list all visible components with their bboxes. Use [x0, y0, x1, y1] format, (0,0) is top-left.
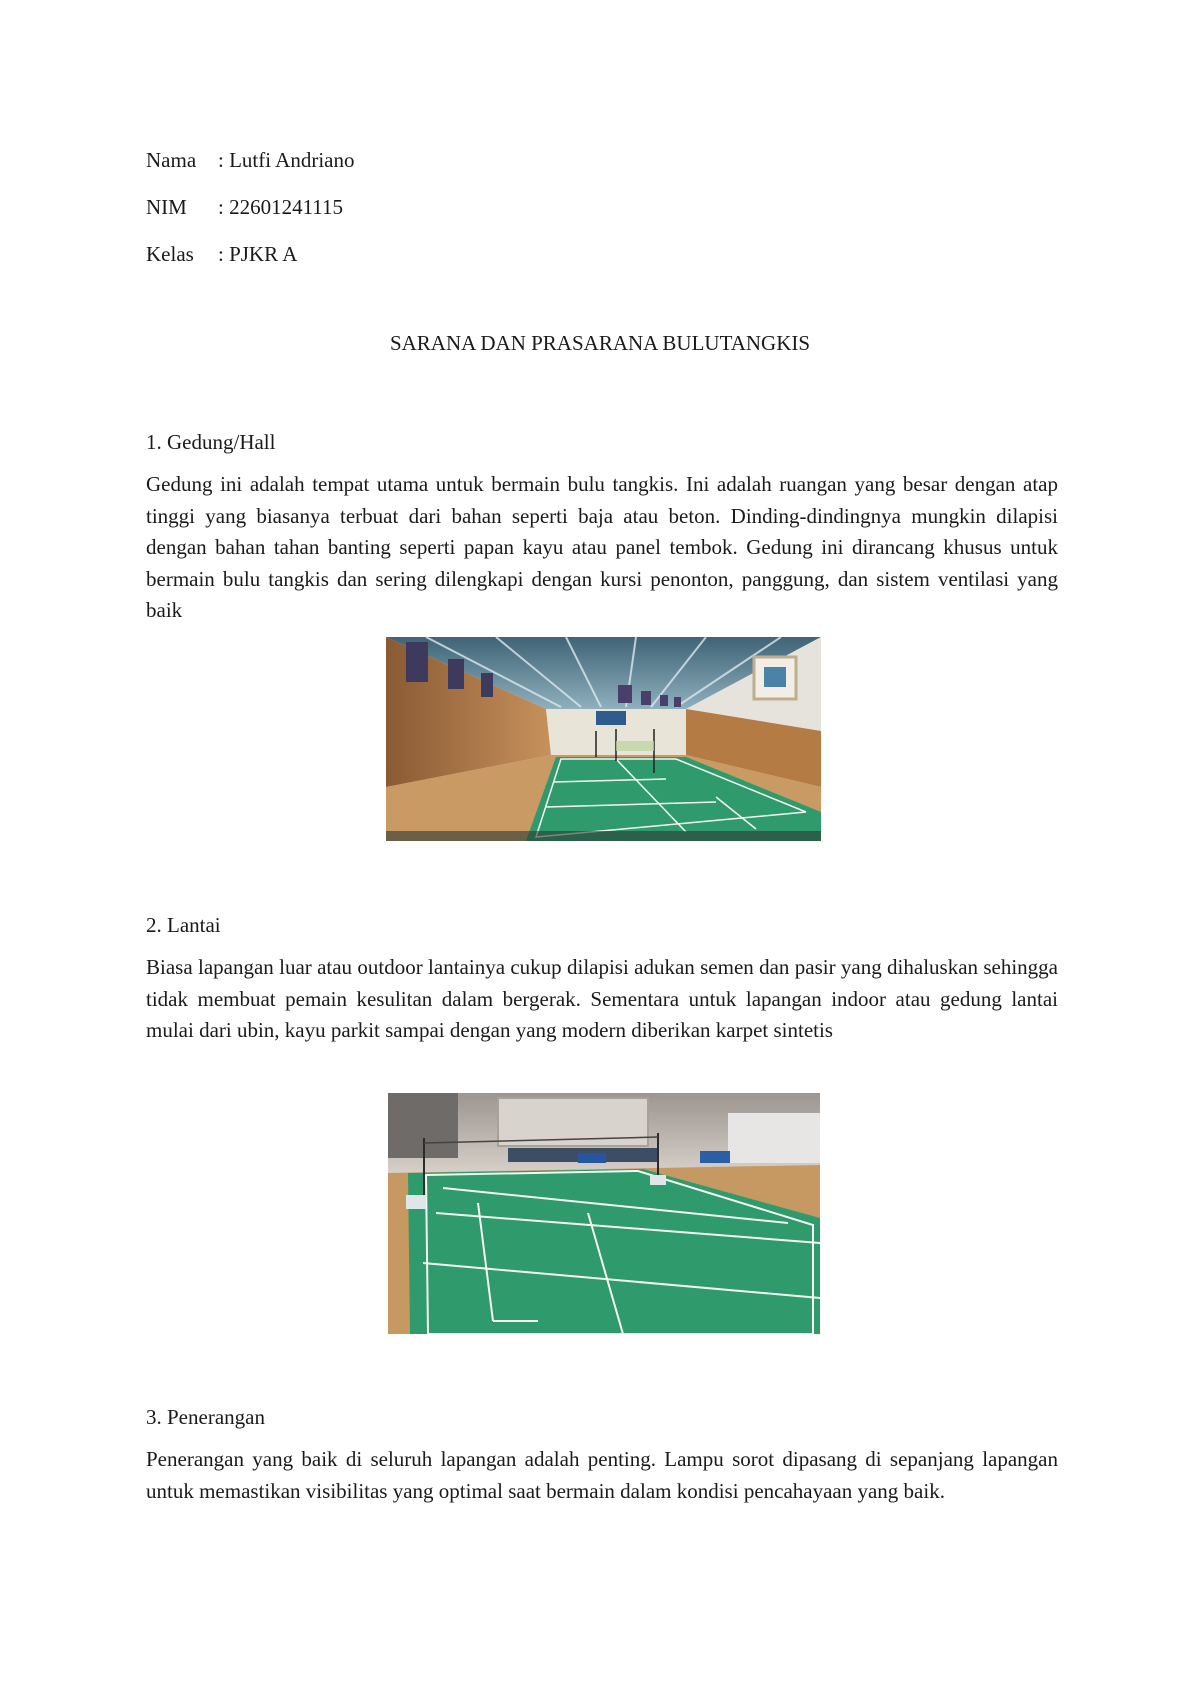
name-value: : Lutfi Andriano: [218, 148, 355, 172]
section-heading-2: 2. Lantai: [146, 913, 221, 937]
section-heading-1: 1. Gedung/Hall: [146, 430, 276, 454]
section-body-3: Penerangan yang baik di seluruh lapangan adalah penting. Lampu sorot dipasang di sepanjang lapangan untuk memastikan visibilitas yang optimal saat bermain dalam kondisi pencahayaan yang baik.: [146, 1447, 1058, 1503]
document-title: SARANA DAN PRASARANA BULUTANGKIS: [389, 331, 811, 355]
nim-value: : 22601241115: [218, 195, 344, 219]
section-body-2: Biasa lapangan luar atau outdoor lantainya cukup dilapisi adukan semen dan pasir yang dihaluskan sehingga tidak membuat pemain kesulitan dalam bergerak. Sementara untuk lapangan indoor atau gedung lantai mulai dari ubin, kayu parkit sampai dengan yang modern diberikan karpet sintetis: [146, 955, 1058, 1042]
nim-label: NIM: [146, 195, 187, 219]
nim-row: [146, 192, 343, 223]
lantai-court-photo: [388, 1093, 820, 1334]
gedung-hall-photo: [386, 637, 821, 841]
class-value: : PJKR A: [218, 242, 298, 266]
class-row: [146, 239, 297, 270]
section-heading-3: 3. Penerangan: [146, 1405, 265, 1429]
section-body-1: Gedung ini adalah tempat utama untuk bermain bulu tangkis. Ini adalah ruangan yang besar dengan atap tinggi yang biasanya terbuat dari bahan seperti baja atau beton. Dinding-dindingnya mungkin dilapisi dengan bahan tahan banting seperti papan kayu atau panel tembok. Gedung ini dirancang khusus untuk bermain bulu tangkis dan sering dilengkapi dengan kursi penonton, panggung, dan sistem ventilasi yang baik: [146, 472, 1058, 622]
class-label: Kelas: [146, 242, 194, 266]
name-row: [146, 145, 354, 176]
name-label: Nama: [146, 148, 197, 172]
